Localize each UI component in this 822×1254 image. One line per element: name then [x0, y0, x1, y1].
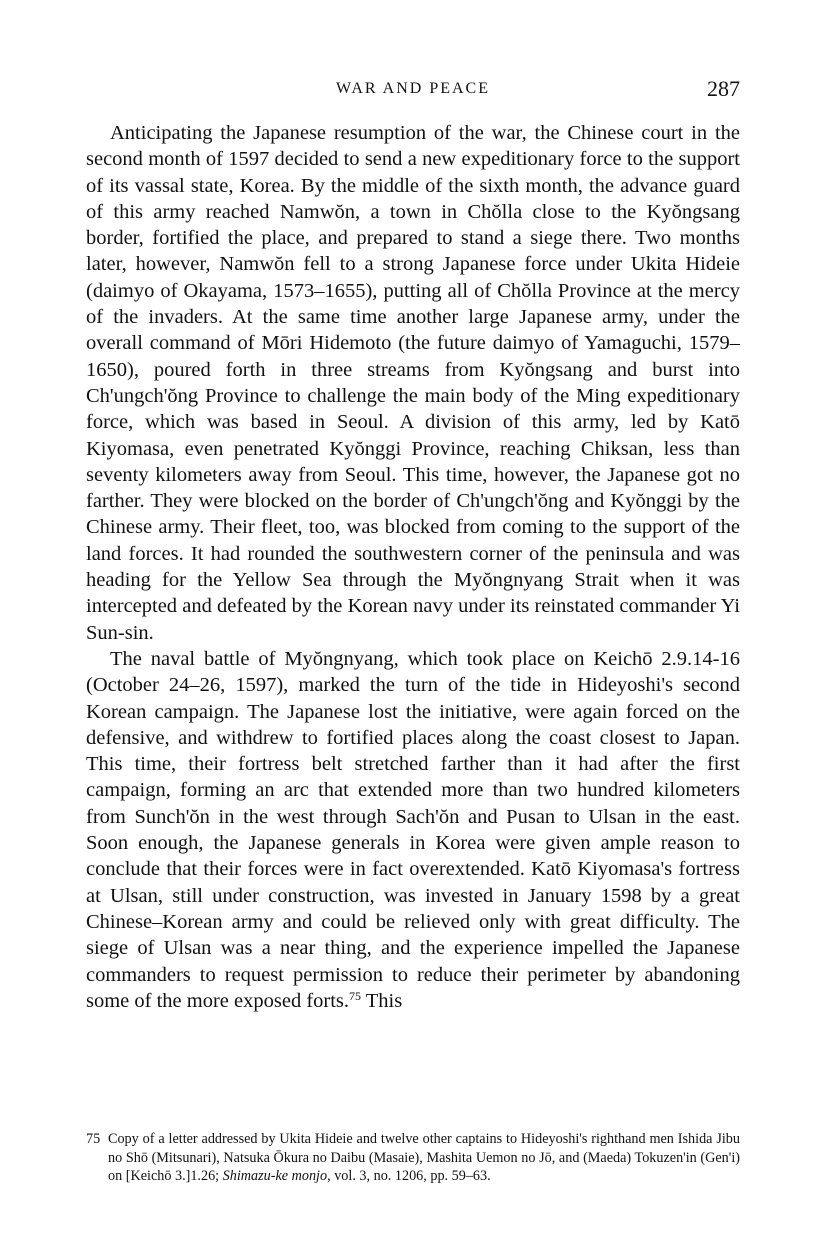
- footnote-text-b: , vol. 3, no. 1206, pp. 59–63.: [327, 1168, 491, 1184]
- body-text: [86, 120, 740, 1014]
- paragraph-2: [86, 646, 740, 1014]
- page-number: 287: [707, 76, 740, 101]
- running-title: WAR AND PEACE: [335, 80, 490, 97]
- footnote-source-title: Shimazu-ke monjo: [222, 1168, 328, 1184]
- running-head: [86, 76, 740, 106]
- paragraph-2-tail: This: [361, 989, 403, 1012]
- paragraph-2-text: The naval battle of Myŏngnyang, which took place on Keichō 2.9.14-16 (October 24–26, 1597), marked the turn of the tide in Hideyoshi's second Korean campaign. The Japanese lost the initiative, were again forced on the defensive, and withdrew to fortified places along the coast closest to Japan. This time, their fortress belt stretched farther than it had after the first campaign, forming an arc that extended more than two hundred kilometers from Sunch'ŏn in the west through Sach'ŏn and Pusan to Ulsan in the east. Soon enough, the Japanese generals in Korea were given ample reason to conclude that their forces were in fact overextended. Katō Kiyomasa's fortress at Ulsan, still under construction, was invested in January 1598 by a great Chinese–Korean army and could be relieved only with great difficulty. The siege of Ulsan was a near thing, and the experience impelled the Japanese commanders to request permission to reduce their perimeter by abandoning some of the more exposed forts.: [86, 647, 740, 1012]
- footnote: [86, 1130, 740, 1186]
- footnote-text-a: Copy of a letter addressed by Ukita Hideie and twelve other captains to Hideyoshi's righthand men Ishida Jibu no Shō (Mitsunari), Natsuka Ōkura no Daibu (Masaie), Mashita Uemon no Jō, and (Maeda) Tokuzen'in (Gen'i) on [Keichō 3.]1.26;: [108, 1131, 740, 1184]
- paragraph-1: Anticipating the Japanese resumption of the war, the Chinese court in the second month of 1597 decided to send a new expeditionary force to the support of its vassal state, Korea. By the middle of the sixth month, the advance guard of this army reached Namwŏn, a town in Chŏlla close to the Kyŏngsang border, fortified the place, and prepared to stand a siege there. Two months later, however, Namwŏn fell to a strong Japanese force under Ukita Hideie (daimyo of Okayama, 1573–1655), putting all of Chŏlla Province at the mercy of the invaders. At the same time another large Japanese army, under the overall command of Mōri Hidemoto (the future daimyo of Yamaguchi, 1579–1650), poured forth in three streams from Kyŏngsang and burst into Ch'ungch'ŏng Province to challenge the main body of the Ming expeditionary force, which was based in Seoul. A division of this army, led by Katō Kiyomasa, even penetrated Kyŏnggi Province, reaching Chiksan, less than seventy kilometers away from Seoul. This time, however, the Japanese got no farther. They were blocked on the border of Ch'ungch'ŏng and Kyŏnggi by the Chinese army. Their fleet, too, was blocked from coming to the support of the land forces. It had rounded the southwestern corner of the peninsula and was heading for the Yellow Sea through the Myŏngnyang Strait when it was intercepted and defeated by the Korean navy under its reinstated commander Yi Sun-sin.: [86, 122, 740, 644]
- footnote-reference: 75: [349, 988, 362, 1003]
- footnote-number: 75: [86, 1131, 101, 1147]
